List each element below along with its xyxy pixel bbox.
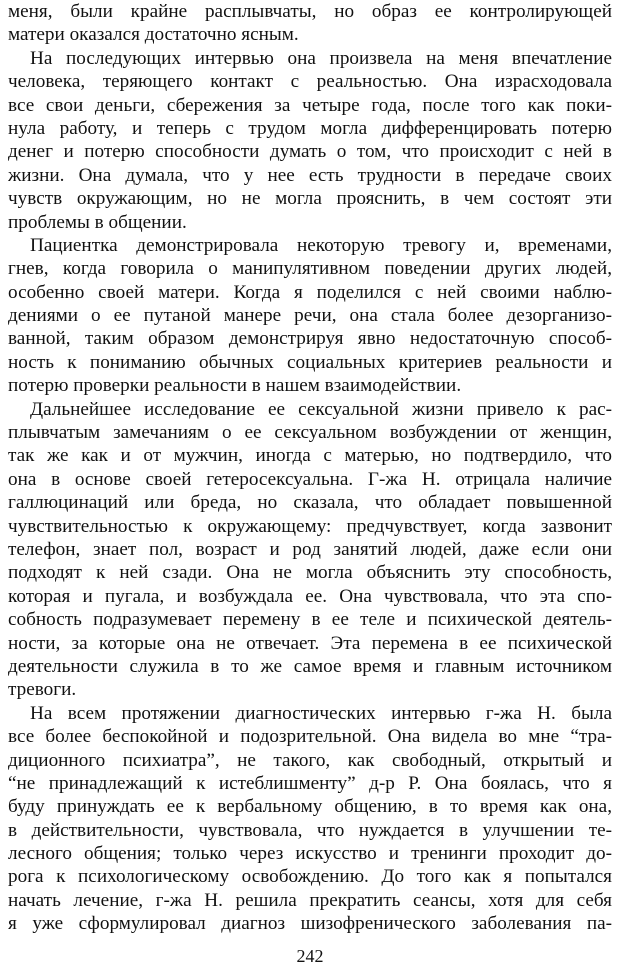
text-line: подходят к ней сзади. Она не могла объяснить эту способность, — [8, 562, 612, 584]
text-line: человека, теряющего контакт с реальностью. Она израсходовала — [8, 71, 612, 93]
text-line: которая и пугала, и возбуждала ее. Она чувствовала, что эта спо- — [8, 585, 612, 607]
text-line: начать лечение, г-жа Н. решила прекратить сеансы, хотя для себя — [8, 889, 612, 911]
text-line: ванной, таким образом демонстрируя явно недостаточную способ- — [8, 328, 612, 350]
paragraph — [8, 47, 612, 234]
text-line: меня, были крайне расплывчаты, но образ ее контролирующей — [8, 1, 612, 22]
text-line: рога к психологическому освобождению. До того как я попытался — [8, 866, 612, 888]
text-line: все более беспокойной и подозрительной. Она видела во мне “тра- — [8, 726, 612, 748]
text-line: так же как и от мужчин, иногда с матерью, но подтвердило, что — [8, 445, 612, 467]
text-line: Дальнейшее исследование ее сексуальной жизни привело к рас- — [30, 398, 612, 420]
paragraph — [8, 398, 612, 702]
text-line: тревоги. — [8, 679, 77, 701]
text-line: галлюцинаций или бреда, но сказала, что обладает повышенной — [8, 492, 612, 514]
text-line: потерю проверки реальности в нашем взаимодействии. — [8, 375, 462, 397]
text-line: матери оказался достаточно ясным. — [8, 24, 299, 46]
page-number: 242 — [296, 946, 324, 966]
text-line: На последующих интервью она произвела на меня впечатление — [30, 47, 612, 69]
text-line: телефон, знает пол, возраст и род занятий людей, даже если они — [8, 538, 612, 560]
text-line: диционного психиатра”, не такого, как свободный, открытый и — [8, 749, 612, 771]
text-line: особенно своей матери. Когда я поделился с ней своими наблю- — [8, 281, 612, 303]
text-line: денег и потерю способности думать о том, что происходит с ней в — [8, 141, 612, 163]
text-line: чувств окружающим, но не могла прояснить, в чем состоят эти — [8, 188, 612, 210]
text-line: лесного общения; только через искусство и тренинги проходит до- — [8, 843, 612, 865]
text-line: На всем протяжении диагностических интервью г-жа Н. была — [30, 702, 612, 724]
text-line: ность к пониманию обычных социальных критериев реальности и — [8, 351, 612, 373]
paragraph — [8, 0, 612, 47]
paragraph — [8, 702, 612, 936]
text-line: дениями о ее путаной манере речи, она стала более дезорганизо- — [8, 305, 612, 327]
text-line: жизни. Она думала, что у нее есть трудности в передаче своих — [8, 164, 612, 186]
paragraph — [8, 234, 612, 398]
text-line: в действительности, чувствовала, что нуждается в улучшении те- — [8, 819, 612, 841]
text-line: буду принуждать ее к вербальному общению, в то время как она, — [8, 796, 612, 818]
text-line: гнев, когда говорила о манипулятивном поведении других людей, — [8, 258, 612, 280]
text-line: она в основе своей гетеросексуальна. Г-жа Н. отрицала наличие — [8, 468, 612, 490]
text-line: все свои деньги, сбережения за четыре года, после того как поки- — [8, 94, 612, 116]
text-line: Пациентка демонстрировала некоторую тревогу и, временами, — [30, 234, 612, 256]
text-line: собность подразумевает перемену в ее теле и психической деятель- — [8, 609, 612, 631]
text-line: нула работу, и теперь с трудом могла дифференцировать потерю — [8, 117, 612, 139]
body-text — [8, 0, 612, 936]
text-line: ности, за которые она не отвечает. Эта перемена в ее психической — [8, 632, 612, 654]
text-line: чувствительностью к окружающему: предчувствует, когда зазвонит — [8, 515, 612, 537]
text-line: плывчатым замечаниям о ее сексуальном возбуждении от женщин, — [8, 422, 612, 444]
book-page — [8, 0, 612, 975]
text-line: проблемы в общении. — [8, 211, 187, 233]
text-line: деятельности служила в то же самое время и главным источником — [8, 655, 612, 677]
text-line: “не принадлежащий к истеблишменту” д-р Р. Она боялась, что я — [8, 772, 612, 794]
text-line: я уже сформулировал диагноз шизофренического заболевания па- — [8, 913, 612, 935]
